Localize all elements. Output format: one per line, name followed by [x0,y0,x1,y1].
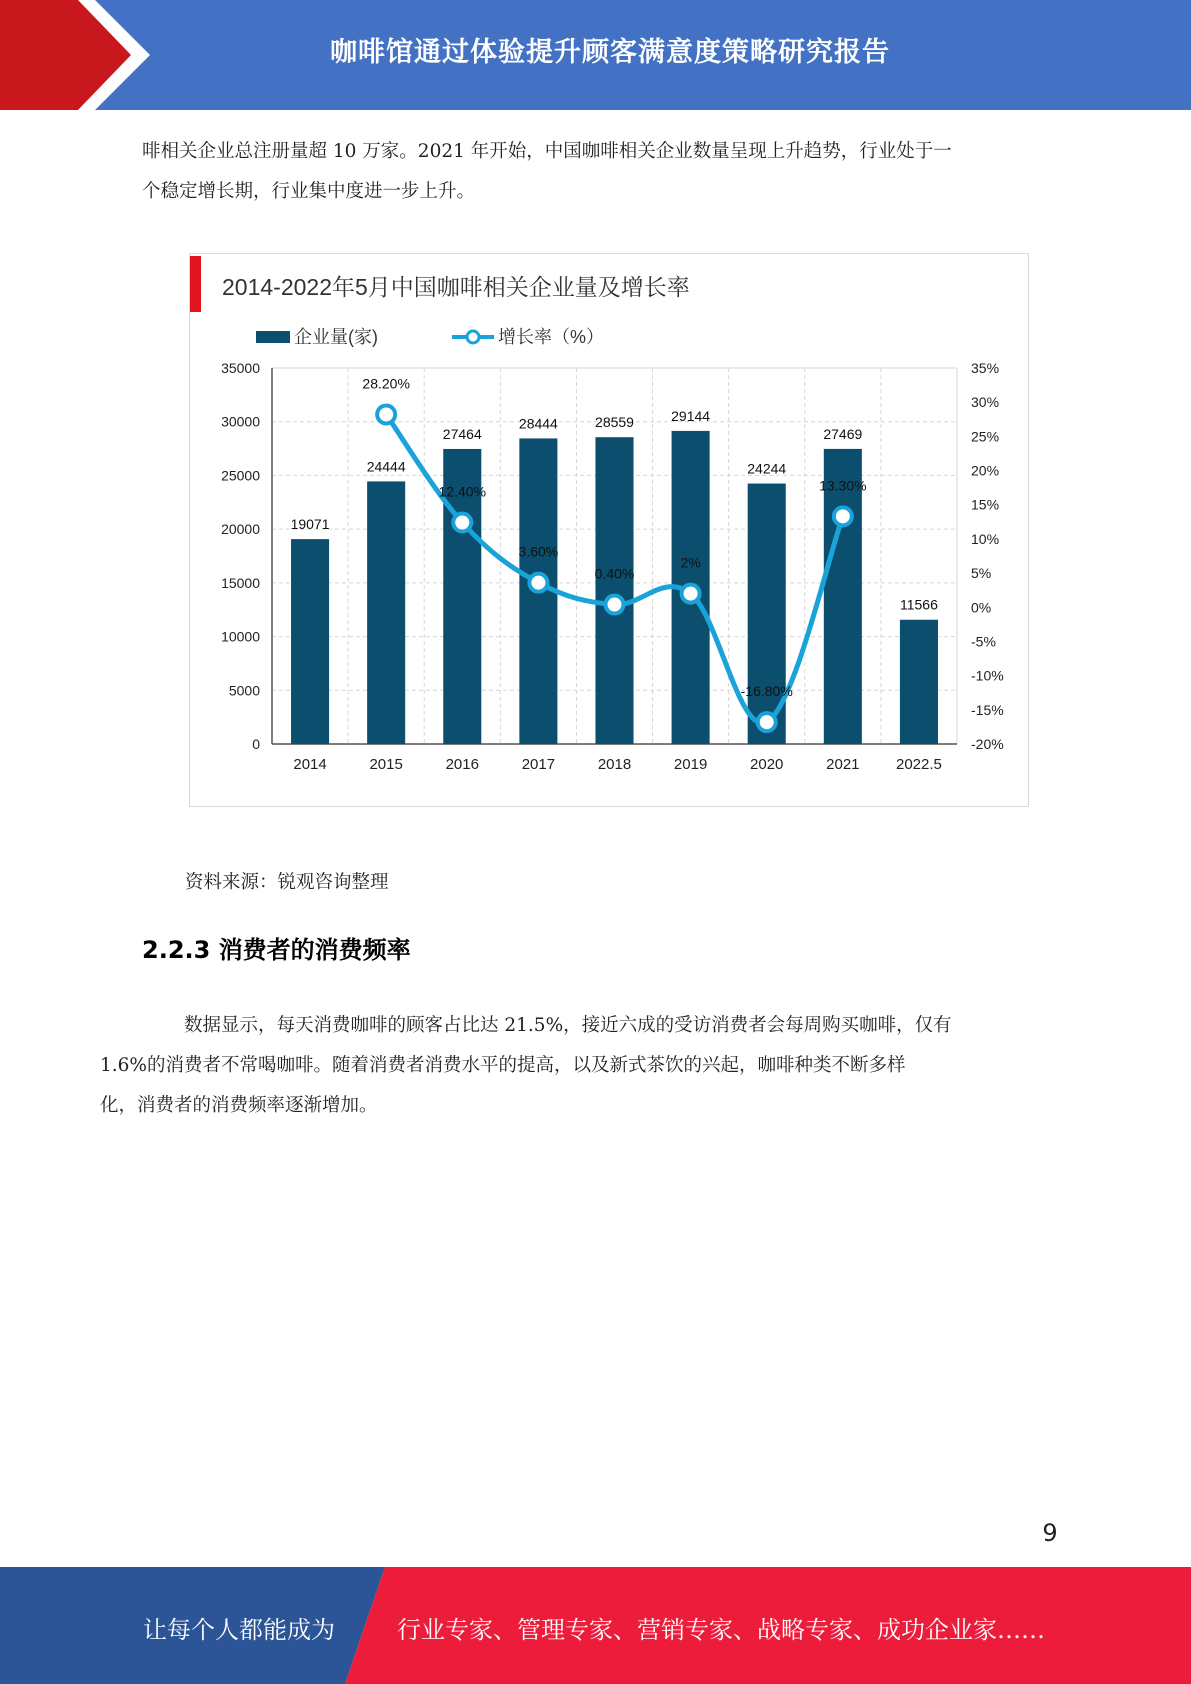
x-tick-label: 2021 [826,756,860,773]
growth-rate-point [453,514,471,532]
y-right-tick-label: 35% [971,360,1000,376]
source-note: 资料来源：锐观咨询整理 [185,872,389,893]
y-left-tick-label: 25000 [221,467,260,484]
bar-value-label: 27464 [442,425,482,442]
y-left-tick-label: 20000 [221,521,260,538]
y-right-tick-label: 5% [971,565,992,582]
legend-line-marker [467,331,479,343]
intro-paragraph [142,132,1047,212]
growth-rate-point [377,405,395,423]
intro-line: 啡相关企业总注册量超 10 万家。2021 年开始，中国咖啡相关企业数量呈现上升趋势，行业处于一 [142,141,952,162]
legend-bar-swatch [256,331,290,343]
growth-rate-label: 13.30% [819,477,867,494]
x-tick-label: 2018 [597,756,632,773]
growth-rate-label: 12.40% [438,483,487,500]
chart-title: 2014-2022年5月中国咖啡相关企业量及增长率 [222,274,690,300]
growth-rate-label: 3.60% [518,543,559,560]
y-right-tick-label: 10% [971,530,1000,547]
legend-label-bars: 企业量(家) [294,327,378,347]
enterprise-count-chart [189,253,1029,807]
x-tick-label: 2017 [521,756,556,773]
y-left-tick-label: 15000 [221,574,260,591]
bar-value-label: 28559 [595,414,634,431]
y-left-tick-label: 35000 [221,360,260,376]
y-right-tick-label: -5% [971,633,996,650]
growth-rate-label: 28.20% [362,375,410,392]
chart-title-accent [190,256,201,312]
x-tick-label: 2022.5 [895,756,942,773]
y-left-tick-label: 0 [252,736,260,752]
body-line: 化，消费者的消费频率逐渐增加。 [100,1095,378,1116]
page-number: 9 [1042,1519,1058,1547]
y-right-tick-label: -10% [971,667,1004,684]
body-paragraph [100,1006,1047,1126]
y-right-tick-label: -20% [971,736,1004,752]
page-header [0,0,1191,110]
bar [367,481,405,744]
x-tick-label: 2014 [293,756,327,773]
growth-rate-point [529,574,547,592]
bar-value-label: 29144 [671,407,711,424]
y-right-tick-label: 30% [971,394,1000,411]
growth-rate-label: 2% [680,554,701,571]
x-tick-label: 2015 [369,756,403,773]
bar-value-label: 19071 [290,516,330,533]
bar-value-label: 24444 [366,458,406,475]
y-right-tick-label: -15% [971,701,1004,718]
bar-value-label: 11566 [899,596,938,613]
chart-canvas [190,254,1028,806]
x-tick-label: 2020 [750,756,784,773]
x-tick-label: 2016 [445,756,479,773]
growth-rate-label: 0.40% [594,565,635,582]
y-left-tick-label: 5000 [228,682,260,699]
growth-rate-point [834,507,852,525]
y-right-tick-label: 20% [971,462,1000,479]
growth-rate-point [606,596,624,614]
y-left-tick-label: 10000 [221,628,260,645]
y-left-tick-label: 30000 [221,413,260,430]
y-right-tick-label: 15% [971,496,1000,513]
x-tick-label: 2019 [673,756,708,773]
body-line: 数据显示，每天消费咖啡的顾客占比达 21.5%，接近六成的受访消费者会每周购买咖啡，仅有 [184,1015,952,1036]
page-footer [0,1567,1191,1684]
y-right-tick-label: 0% [971,599,992,616]
bar-value-label: 28444 [518,415,558,432]
intro-line: 个稳定增长期，行业集中度进一步上升。 [142,181,476,202]
bar-value-label: 27469 [823,425,863,442]
body-line: 1.6%的消费者不常喝咖啡。随着消费者消费水平的提高，以及新式茶饮的兴起，咖啡种类不断多样 [100,1055,906,1076]
bar [900,620,938,744]
footer-slogan-left: 让每个人都能成为 [143,1616,335,1644]
footer-slogan-right: 行业专家、管理专家、营销专家、战略专家、成功企业家…… [397,1616,1045,1644]
bar [595,437,633,744]
bar-value-label: 24244 [747,460,787,477]
section-heading: 2.2.3 消费者的消费频率 [142,936,411,964]
growth-rate-label: -16.80% [740,683,793,700]
y-right-tick-label: 25% [971,428,1000,445]
report-title: 咖啡馆通过体验提升顾客满意度策略研究报告 [330,37,890,68]
legend-label-line: 增长率（%） [498,327,605,347]
growth-rate-point [758,713,776,731]
growth-rate-point [682,585,700,603]
bar [291,539,329,744]
